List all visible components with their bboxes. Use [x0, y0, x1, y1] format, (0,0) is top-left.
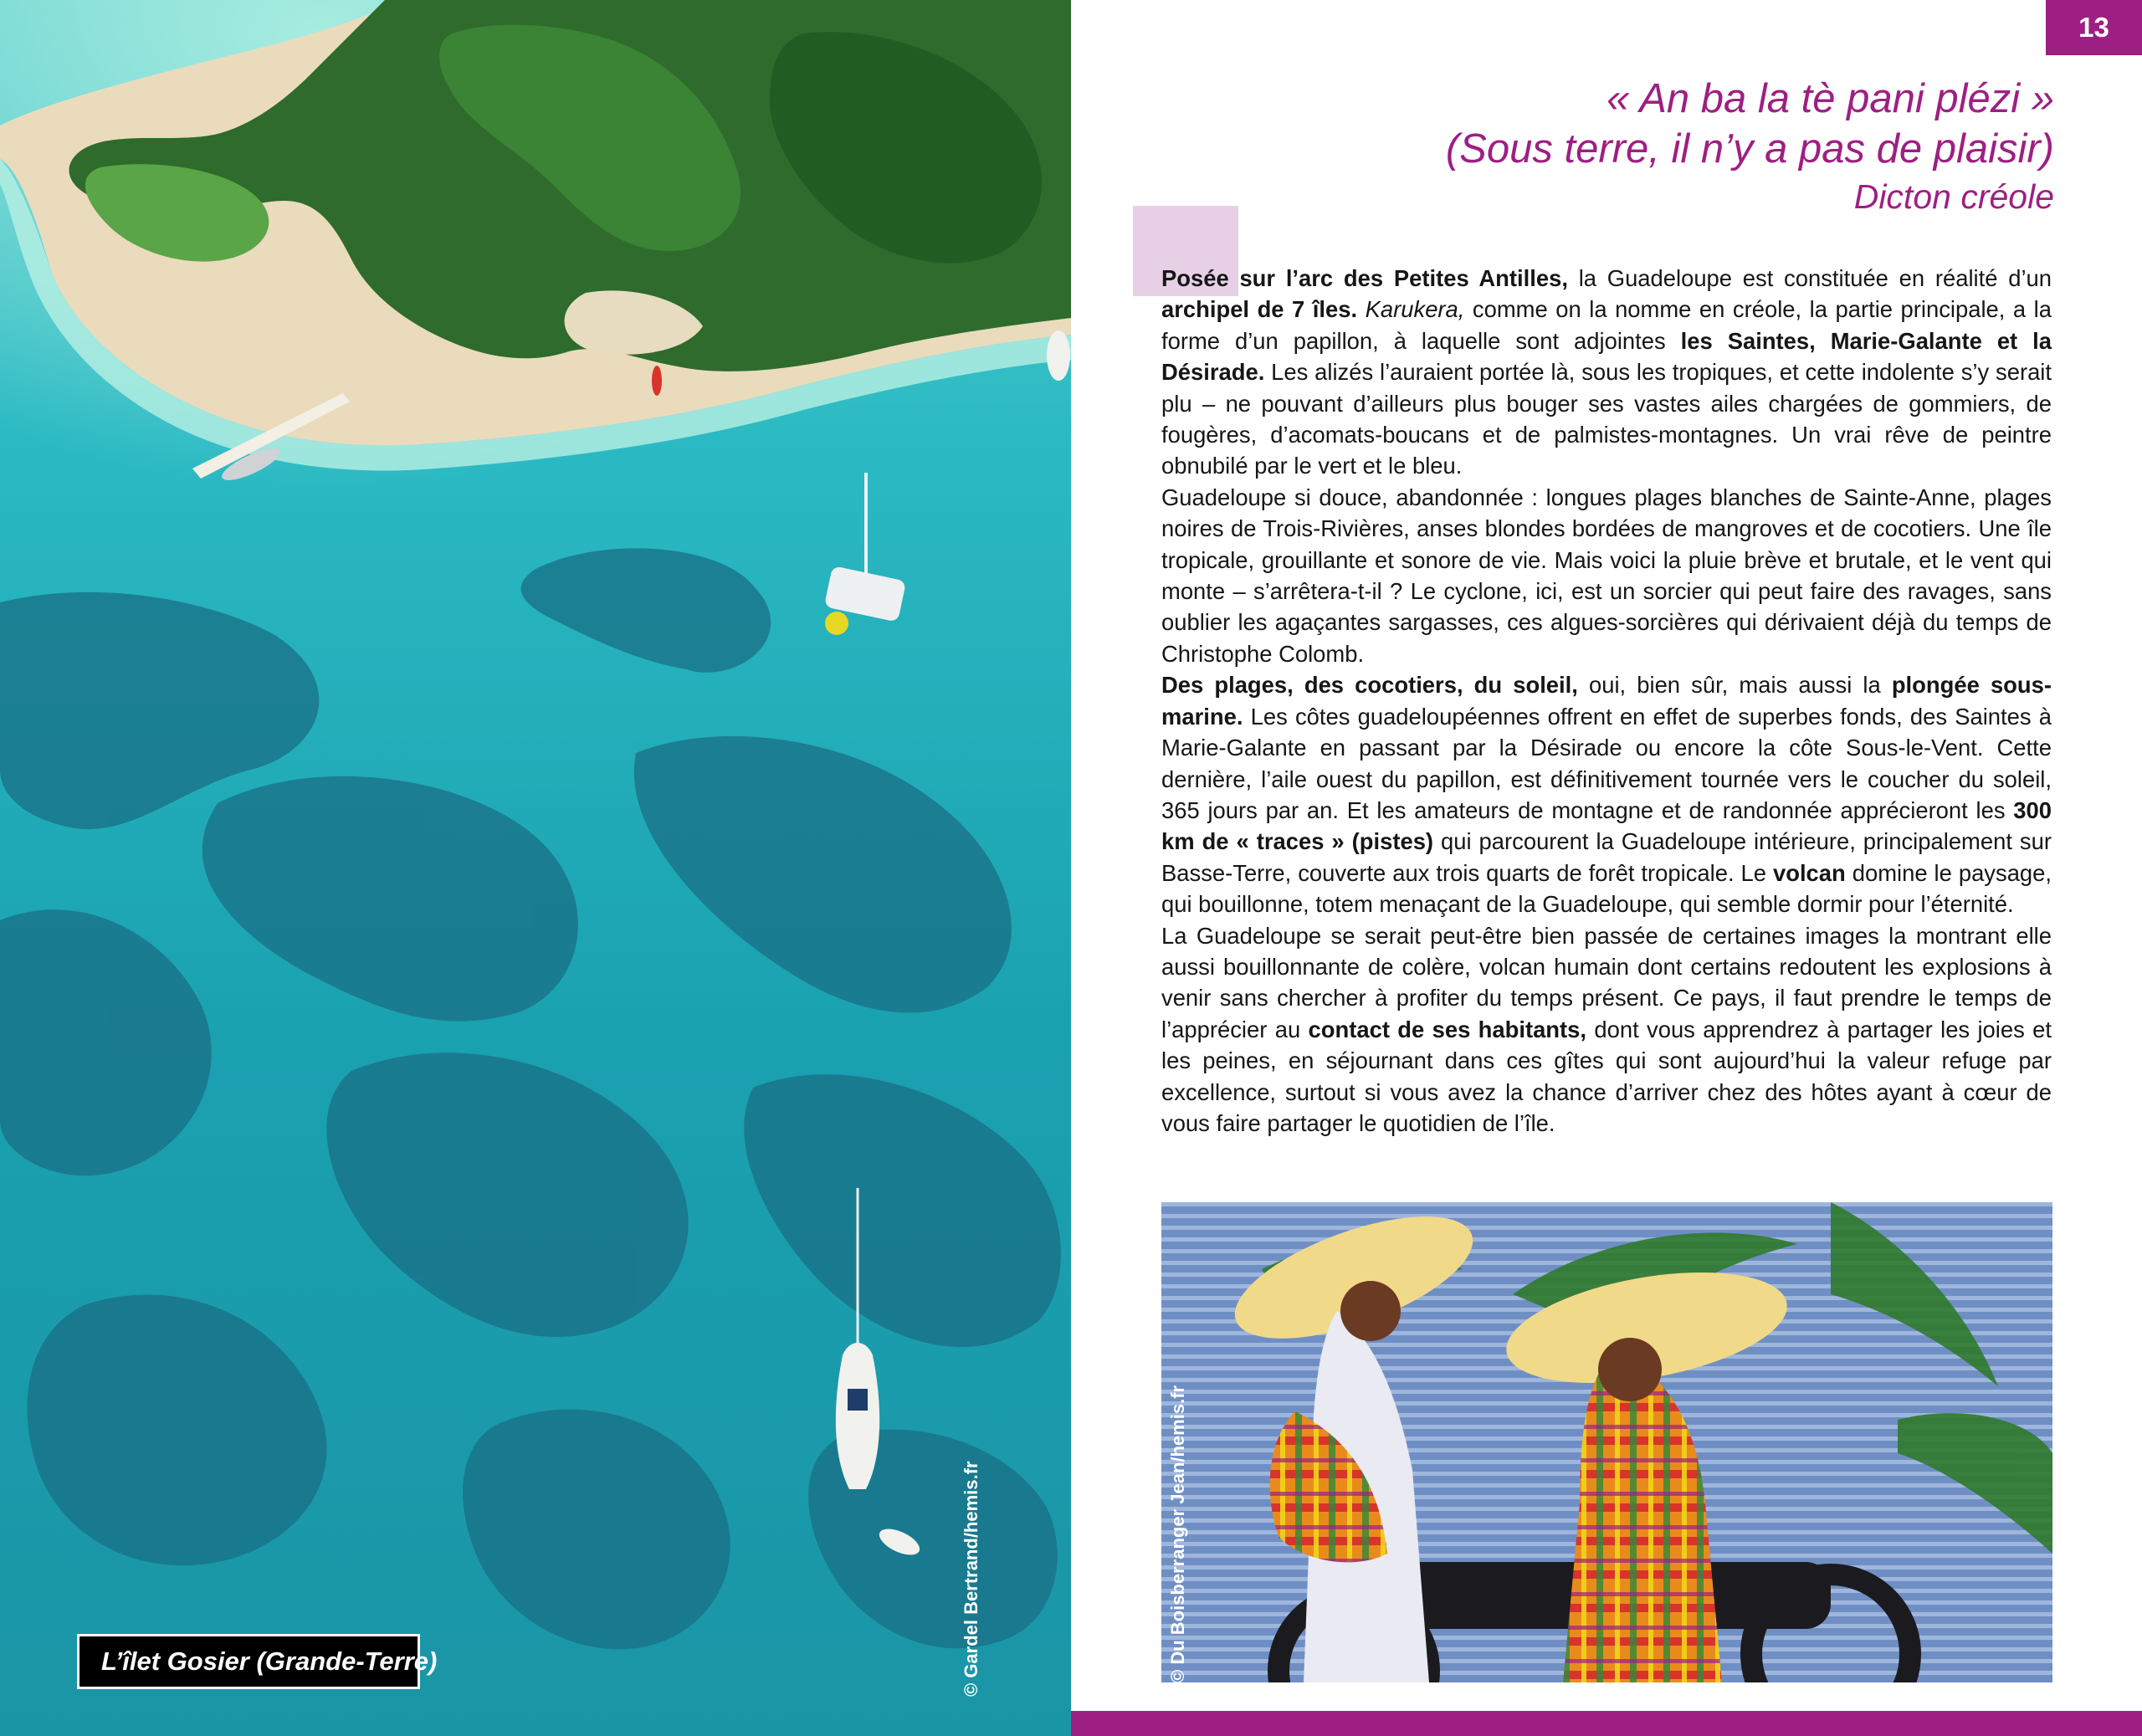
quote-line-2: (Sous terre, il n’y a pas de plaisir) [1445, 126, 2054, 172]
bold-phrase: les Saintes, Marie-Galante et la Désirade. [1161, 327, 2052, 386]
bold-phrase: Posée sur l’arc des Petites Antilles, [1161, 265, 1568, 291]
italic-phrase: Karukera, [1365, 296, 1465, 323]
paragraph [1161, 920, 2052, 1139]
text-run: qui parcourent la Guadeloupe intérieure, principalement sur Basse-Terre, couverte aux trois quarts de forêt tropicale. Le [1161, 828, 2052, 886]
text-run: comme on la nomme en créole, la partie principale, a la forme d’un papillon, à laquelle sont adjointes [1161, 296, 2052, 354]
text-run: la Guadeloupe est constituée en réalité d’un [1567, 265, 2052, 291]
text-run: Les alizés l’auraient portée là, sous les tropiques, et cette indolente s’y serait plu – ne pouvant d’ailleurs plus bouger ses vastes ailes chargées de gommiers, de fougères, d’acomats-boucans et de palmistes-montagnes. Un vrai rêve de peintre obnubilé par le vert et le bleu. [1161, 359, 2052, 479]
quote-line-1: « An ba la tè pani plézi » [1606, 76, 2054, 121]
text-run: dont vous apprendrez à partager les joies et les peines, en séjournant dans ces gîtes qui sont aujourd’hui la valeur refuge par excellence, surtout si vous avez la chance d’arriver chez des hôtes ayant à cœur de vous faire partager le quotidien de l’île. [1161, 1016, 2052, 1136]
text-run [1357, 296, 1366, 322]
paragraph [1161, 263, 2052, 482]
bold-phrase: plongée sous-marine. [1161, 672, 2052, 730]
bold-phrase: archipel de 7 îles. [1161, 296, 1358, 323]
bold-phrase: volcan [1772, 859, 1846, 886]
bold-phrase: contact de ses habitants, [1308, 1016, 1587, 1042]
two-women-madras-photo [1161, 1202, 2052, 1682]
page-number: 13 [2046, 0, 2142, 55]
paragraph [1161, 482, 2052, 669]
bold-phrase: Des plages, des cocotiers, du soleil, [1161, 672, 1578, 699]
quote-source: Dicton créole [1853, 177, 2054, 216]
bold-phrase: 300 km de « traces » (pistes) [1161, 796, 2052, 855]
text-run: La Guadeloupe se serait peut-être bien passée de certaines images la montrant elle aussi bouillonnante de colère, volcan humain dont certains redoutent les explosions à venir sans chercher à profiter du temps présent. Ce pays, il faut prendre le temps de l’apprécier au [1161, 922, 2052, 1042]
text-run: Guadeloupe si douce, abandonnée : longues plages blanches de Sainte-Anne, plages noires de Trois-Rivières, anses blondes bordées de mangroves et de cocotiers. Une île tropicale, grouillante et sonore de vie. Mais voici la pluie brève et brutale, et le vent qui monte – s’arrêtera-t-il ? Le cyclone, ici, est un sorcier qui peut faire des ravages, sans oublier les agaçantes sargasses, ces algues-sorcières qui dérivaient déjà du temps de Christophe Colomb. [1161, 484, 2052, 667]
photo-credit: © Gardel Bertrand/hemis.fr [961, 1461, 981, 1697]
photo-credit: © Du Boisberranger Jean/hemis.fr [1167, 1385, 1188, 1683]
photo-caption: L’îlet Gosier (Grande-Terre) [77, 1634, 420, 1689]
paragraph [1161, 669, 2052, 919]
body-text [1161, 263, 2052, 1139]
text-run: oui, bien sûr, mais aussi la [1577, 672, 1892, 699]
creole-quote [1446, 74, 2054, 219]
text-run: Les côtes guadeloupéennes offrent en effet de superbes fonds, des Saintes à Marie-Galante en passant par la Désirade ou encore la côte Sous-le-Vent. Cette dernière, l’aile ouest du papillon, est définitivement tournée vers le coucher du soleil, 365 jours par an. Et les amateurs de montagne et de randonnée apprécieront les [1161, 703, 2052, 823]
bottom-color-bar [1071, 1711, 2142, 1736]
text-run: domine le paysage, qui bouillonne, totem menaçant de la Guadeloupe, qui semble dormir pour l’éternité. [1161, 859, 2052, 918]
madras-photo-illustration [1161, 1202, 2052, 1682]
